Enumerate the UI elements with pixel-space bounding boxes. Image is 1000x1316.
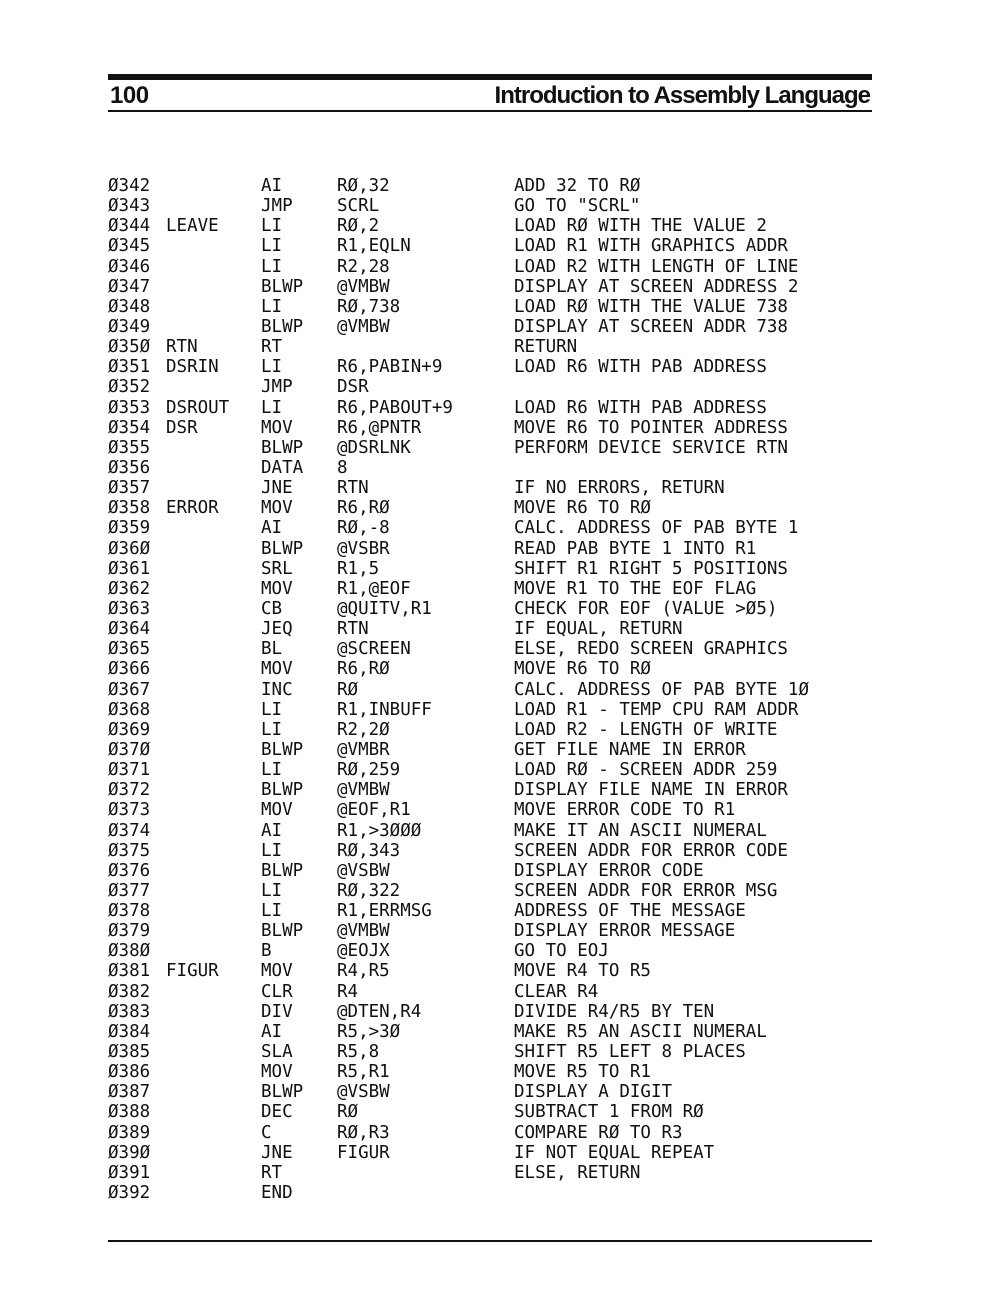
line-operand: R5,>3Ø (337, 1021, 401, 1042)
listing-row (108, 539, 872, 559)
running-title: Introduction to Assembly Language (494, 82, 870, 109)
line-opcode: AI (261, 518, 283, 539)
line-number: Ø382 (108, 981, 151, 1002)
line-number: Ø384 (108, 1021, 151, 1042)
line-opcode: LI (261, 760, 283, 781)
line-opcode: MOV (261, 800, 293, 821)
listing-row (108, 619, 872, 639)
line-operand: RØ,2 (337, 216, 380, 237)
line-comment: LOAD RØ - SCREEN ADDR 259 (514, 760, 778, 781)
line-number: Ø387 (108, 1082, 151, 1103)
line-operand: @QUITV,R1 (337, 598, 432, 619)
line-opcode: CB (261, 598, 283, 619)
line-operand: @DTEN,R4 (337, 1001, 422, 1022)
line-operand: R2,28 (337, 256, 390, 277)
listing-row (108, 1102, 872, 1122)
listing-row (108, 700, 872, 720)
line-comment: MOVE R6 TO POINTER ADDRESS (514, 417, 788, 438)
line-opcode: LI (261, 880, 283, 901)
line-comment: ADDRESS OF THE MESSAGE (514, 901, 746, 922)
line-operand: @VMBW (337, 276, 390, 297)
line-comment: DISPLAY ERROR MESSAGE (514, 921, 736, 942)
line-comment: LOAD R1 WITH GRAPHICS ADDR (514, 236, 788, 257)
line-number: Ø362 (108, 578, 151, 599)
line-number: Ø365 (108, 639, 151, 660)
line-opcode: BLWP (261, 1082, 304, 1103)
line-comment: MAKE IT AN ASCII NUMERAL (514, 820, 767, 841)
line-opcode: RT (261, 337, 283, 358)
line-opcode: BLWP (261, 437, 304, 458)
line-comment: LOAD RØ WITH THE VALUE 738 (514, 296, 788, 317)
listing-row (108, 438, 872, 458)
line-comment: ELSE, REDO SCREEN GRAPHICS (514, 639, 788, 660)
listing-row (108, 216, 872, 236)
line-comment: SHIFT R1 RIGHT 5 POSITIONS (514, 558, 788, 579)
line-number: Ø369 (108, 719, 151, 740)
line-opcode: LI (261, 397, 283, 418)
line-label: RTN (166, 337, 198, 358)
line-opcode: BLWP (261, 780, 304, 801)
listing-row (108, 357, 872, 377)
listing-row (108, 1123, 872, 1143)
line-comment: MOVE R6 TO RØ (514, 498, 651, 519)
line-comment: READ PAB BYTE 1 INTO R1 (514, 538, 757, 559)
line-opcode: BL (261, 639, 283, 660)
line-comment: MOVE R5 TO R1 (514, 1062, 651, 1083)
line-comment: SUBTRACT 1 FROM RØ (514, 1102, 704, 1123)
line-number: Ø347 (108, 276, 151, 297)
line-number: Ø371 (108, 760, 151, 781)
line-comment: MAKE R5 AN ASCII NUMERAL (514, 1021, 767, 1042)
line-opcode: LI (261, 719, 283, 740)
line-operand: R6,@PNTR (337, 417, 422, 438)
line-comment: DISPLAY AT SCREEN ADDR 738 (514, 316, 788, 337)
line-opcode: AI (261, 1021, 283, 1042)
line-number: Ø36Ø (108, 538, 151, 559)
line-comment: SCREEN ADDR FOR ERROR CODE (514, 840, 788, 861)
line-number: Ø343 (108, 196, 151, 217)
line-opcode: MOV (261, 417, 293, 438)
line-operand: @VSBW (337, 1082, 390, 1103)
listing-row (108, 841, 872, 861)
line-number: Ø375 (108, 840, 151, 861)
line-number: Ø348 (108, 296, 151, 317)
line-opcode: DEC (261, 1102, 293, 1123)
listing-row (108, 1062, 872, 1082)
line-operand: RØ,738 (337, 296, 401, 317)
line-operand: RØ (337, 679, 359, 700)
line-opcode: END (261, 1183, 293, 1204)
listing-row (108, 498, 872, 518)
line-comment: ELSE, RETURN (514, 1162, 641, 1183)
line-operand: @VMBR (337, 739, 390, 760)
line-comment: IF NOT EQUAL REPEAT (514, 1142, 715, 1163)
line-number: Ø381 (108, 961, 151, 982)
line-opcode: DIV (261, 1001, 293, 1022)
line-operand: R6,RØ (337, 659, 390, 680)
listing-row (108, 1143, 872, 1163)
line-opcode: INC (261, 679, 293, 700)
line-number: Ø374 (108, 820, 151, 841)
line-operand: R1,>3ØØØ (337, 820, 422, 841)
listing-row (108, 377, 872, 397)
line-number: Ø359 (108, 518, 151, 539)
line-number: Ø351 (108, 357, 151, 378)
line-number: Ø356 (108, 457, 151, 478)
line-number: Ø345 (108, 236, 151, 257)
listing-row (108, 1163, 872, 1183)
line-opcode: BLWP (261, 739, 304, 760)
line-opcode: BLWP (261, 538, 304, 559)
listing-row (108, 478, 872, 498)
line-label: LEAVE (166, 216, 219, 237)
line-number: Ø383 (108, 1001, 151, 1022)
listing-row (108, 277, 872, 297)
line-comment: GET FILE NAME IN ERROR (514, 739, 746, 760)
line-number: Ø379 (108, 921, 151, 942)
line-number: Ø358 (108, 498, 151, 519)
line-opcode: MOV (261, 578, 293, 599)
listing-row (108, 458, 872, 478)
line-opcode: AI (261, 820, 283, 841)
line-operand: @VMBW (337, 780, 390, 801)
line-comment: CALC. ADDRESS OF PAB BYTE 1 (514, 518, 799, 539)
listing-row (108, 901, 872, 921)
line-operand: R6,PABIN+9 (337, 357, 443, 378)
line-operand: R4 (337, 981, 359, 1002)
listing-row (108, 720, 872, 740)
line-number: Ø376 (108, 860, 151, 881)
listing-row (108, 861, 872, 881)
line-operand: @VMBW (337, 921, 390, 942)
line-number: Ø353 (108, 397, 151, 418)
line-comment: DIVIDE R4/R5 BY TEN (514, 1001, 715, 1022)
line-operand: FIGUR (337, 1142, 390, 1163)
line-opcode: JMP (261, 196, 293, 217)
line-opcode: B (261, 941, 272, 962)
line-comment: LOAD R6 WITH PAB ADDRESS (514, 357, 767, 378)
line-operand: RØ,322 (337, 880, 401, 901)
line-number: Ø37Ø (108, 739, 151, 760)
listing-row (108, 518, 872, 538)
line-operand: @VSBR (337, 538, 390, 559)
listing-row (108, 1022, 872, 1042)
line-number: Ø388 (108, 1102, 151, 1123)
line-operand: R1,EQLN (337, 236, 411, 257)
line-operand: @DSRLNK (337, 437, 411, 458)
line-opcode: JMP (261, 377, 293, 398)
line-opcode: RT (261, 1162, 283, 1183)
line-comment: ADD 32 TO RØ (514, 176, 641, 196)
listing-row (108, 780, 872, 800)
line-opcode: LI (261, 216, 283, 237)
listing-row (108, 297, 872, 317)
line-comment: SCREEN ADDR FOR ERROR MSG (514, 880, 778, 901)
line-opcode: LI (261, 357, 283, 378)
line-opcode: JEQ (261, 619, 293, 640)
line-number: Ø35Ø (108, 337, 151, 358)
line-operand: R6,PABOUT+9 (337, 397, 453, 418)
listing-row (108, 760, 872, 780)
line-opcode: BLWP (261, 276, 304, 297)
line-operand: R1,INBUFF (337, 699, 432, 720)
line-operand: DSR (337, 377, 369, 398)
line-operand: @EOJX (337, 941, 390, 962)
line-comment: DISPLAY ERROR CODE (514, 860, 704, 881)
listing-row (108, 800, 872, 820)
line-label: DSROUT (166, 397, 230, 418)
line-number: Ø368 (108, 699, 151, 720)
line-operand: RØ,343 (337, 840, 401, 861)
listing-row (108, 1183, 872, 1203)
line-number: Ø367 (108, 679, 151, 700)
listing-row (108, 961, 872, 981)
line-operand: RØ,32 (337, 176, 390, 196)
line-comment: DISPLAY FILE NAME IN ERROR (514, 780, 788, 801)
line-number: Ø344 (108, 216, 151, 237)
line-opcode: LI (261, 296, 283, 317)
line-number: Ø346 (108, 256, 151, 277)
listing-row (108, 599, 872, 619)
line-operand: SCRL (337, 196, 380, 217)
line-operand: R1,@EOF (337, 578, 411, 599)
line-label: DSRIN (166, 357, 219, 378)
line-number: Ø364 (108, 619, 151, 640)
line-number: Ø357 (108, 478, 151, 499)
listing-row (108, 196, 872, 216)
listing-row (108, 559, 872, 579)
line-opcode: LI (261, 840, 283, 861)
line-operand: 8 (337, 457, 348, 478)
line-opcode: SLA (261, 1042, 293, 1063)
line-opcode: LI (261, 236, 283, 257)
line-number: Ø366 (108, 659, 151, 680)
line-number: Ø378 (108, 901, 151, 922)
assembly-listing (108, 176, 872, 1203)
line-opcode: LI (261, 699, 283, 720)
line-comment: LOAD R2 WITH LENGTH OF LINE (514, 256, 799, 277)
line-number: Ø38Ø (108, 941, 151, 962)
line-number: Ø373 (108, 800, 151, 821)
line-comment: CALC. ADDRESS OF PAB BYTE 1Ø (514, 679, 810, 700)
line-label: ERROR (166, 498, 219, 519)
listing-row (108, 337, 872, 357)
line-number: Ø342 (108, 176, 151, 196)
line-operand: @EOF,R1 (337, 800, 411, 821)
listing-row (108, 176, 872, 196)
line-opcode: JNE (261, 1142, 293, 1163)
listing-row (108, 659, 872, 679)
line-operand: R5,8 (337, 1042, 380, 1063)
line-operand: R1,5 (337, 558, 380, 579)
line-comment: IF EQUAL, RETURN (514, 619, 683, 640)
listing-row (108, 1042, 872, 1062)
line-operand: RØ,259 (337, 760, 401, 781)
line-operand: R5,R1 (337, 1062, 390, 1083)
listing-row (108, 317, 872, 337)
footer-rule (108, 1240, 872, 1242)
line-comment: DISPLAY AT SCREEN ADDRESS 2 (514, 276, 799, 297)
line-opcode: AI (261, 176, 283, 196)
line-comment: MOVE R1 TO THE EOF FLAG (514, 578, 757, 599)
line-operand: R2,2Ø (337, 719, 390, 740)
line-operand: @VMBW (337, 316, 390, 337)
line-operand: RTN (337, 478, 369, 499)
line-opcode: LI (261, 256, 283, 277)
line-opcode: MOV (261, 498, 293, 519)
line-operand: @SCREEN (337, 639, 411, 660)
line-operand: R4,R5 (337, 961, 390, 982)
listing-row (108, 236, 872, 256)
line-number: Ø355 (108, 437, 151, 458)
line-comment: CHECK FOR EOF (VALUE >Ø5) (514, 598, 778, 619)
line-number: Ø361 (108, 558, 151, 579)
line-comment: GO TO EOJ (514, 941, 609, 962)
line-comment: PERFORM DEVICE SERVICE RTN (514, 437, 788, 458)
line-number: Ø372 (108, 780, 151, 801)
line-opcode: MOV (261, 1062, 293, 1083)
header-rule-thick (108, 74, 872, 80)
line-number: Ø363 (108, 598, 151, 619)
line-number: Ø389 (108, 1122, 151, 1143)
line-opcode: LI (261, 901, 283, 922)
line-number: Ø391 (108, 1162, 151, 1183)
line-operand: RØ (337, 1102, 359, 1123)
line-operand: RTN (337, 619, 369, 640)
listing-row (108, 257, 872, 277)
line-opcode: BLWP (261, 316, 304, 337)
line-opcode: BLWP (261, 860, 304, 881)
line-comment: LOAD RØ WITH THE VALUE 2 (514, 216, 767, 237)
line-number: Ø385 (108, 1042, 151, 1063)
listing-row (108, 941, 872, 961)
listing-row (108, 740, 872, 760)
line-comment: LOAD R6 WITH PAB ADDRESS (514, 397, 767, 418)
listing-row (108, 579, 872, 599)
line-opcode: SRL (261, 558, 293, 579)
line-number: Ø349 (108, 316, 151, 337)
line-opcode: JNE (261, 478, 293, 499)
header-rule-thin (108, 110, 872, 112)
line-number: Ø386 (108, 1062, 151, 1083)
page-number: 100 (110, 82, 149, 109)
line-opcode: BLWP (261, 921, 304, 942)
line-comment: MOVE R4 TO R5 (514, 961, 651, 982)
line-operand: RØ,R3 (337, 1122, 390, 1143)
line-number: Ø392 (108, 1183, 151, 1204)
line-label: DSR (166, 417, 198, 438)
line-opcode: CLR (261, 981, 293, 1002)
line-opcode: MOV (261, 659, 293, 680)
line-number: Ø352 (108, 377, 151, 398)
line-comment: GO TO "SCRL" (514, 196, 641, 217)
listing-row (108, 418, 872, 438)
listing-row (108, 1082, 872, 1102)
line-opcode: MOV (261, 961, 293, 982)
line-comment: CLEAR R4 (514, 981, 599, 1002)
line-comment: DISPLAY A DIGIT (514, 1082, 673, 1103)
line-operand: R1,ERRMSG (337, 901, 432, 922)
line-comment: MOVE ERROR CODE TO R1 (514, 800, 736, 821)
line-label: FIGUR (166, 961, 219, 982)
line-opcode: C (261, 1122, 272, 1143)
listing-row (108, 982, 872, 1002)
line-comment: RETURN (514, 337, 578, 358)
listing-row (108, 921, 872, 941)
line-comment: IF NO ERRORS, RETURN (514, 478, 725, 499)
line-comment: COMPARE RØ TO R3 (514, 1122, 683, 1143)
line-operand: @VSBW (337, 860, 390, 881)
listing-row (108, 881, 872, 901)
listing-row (108, 639, 872, 659)
line-comment: MOVE R6 TO RØ (514, 659, 651, 680)
line-number: Ø354 (108, 417, 151, 438)
line-operand: R6,RØ (337, 498, 390, 519)
line-number: Ø377 (108, 880, 151, 901)
listing-row (108, 398, 872, 418)
line-opcode: DATA (261, 457, 304, 478)
line-operand: RØ,-8 (337, 518, 390, 539)
listing-row (108, 680, 872, 700)
line-number: Ø39Ø (108, 1142, 151, 1163)
line-comment: LOAD R1 - TEMP CPU RAM ADDR (514, 699, 799, 720)
line-comment: LOAD R2 - LENGTH OF WRITE (514, 719, 778, 740)
line-comment: SHIFT R5 LEFT 8 PLACES (514, 1042, 746, 1063)
listing-row (108, 1002, 872, 1022)
listing-row (108, 821, 872, 841)
